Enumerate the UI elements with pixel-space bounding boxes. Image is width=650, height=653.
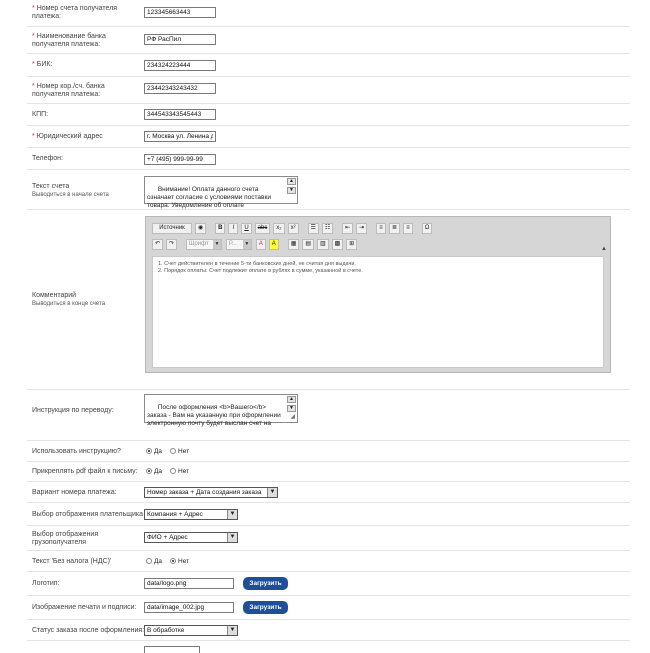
radio-icon[interactable] bbox=[170, 468, 176, 474]
flash-icon[interactable]: ▤ bbox=[302, 239, 314, 250]
row-kpp bbox=[27, 104, 630, 126]
invoice-text-textarea[interactable] bbox=[144, 176, 298, 209]
radio-yes[interactable]: Да bbox=[146, 558, 162, 566]
instruction-value: После оформления <b>Вашего</b> заказа - Вам на указанную при оформлении электронную почту будет выслан счет на bbox=[147, 404, 283, 427]
consignee-display-select[interactable]: ФИО + Адрес ▼ bbox=[144, 532, 238, 543]
label-stamp: Изображение печати и подписи: bbox=[32, 604, 137, 611]
order-status-select[interactable]: В обработке ▼ bbox=[144, 625, 238, 636]
outdent-icon[interactable]: ⇤ bbox=[342, 223, 353, 234]
radio-yes[interactable]: Да bbox=[146, 448, 162, 456]
row-no-vat bbox=[27, 551, 630, 572]
indent-icon[interactable]: ⇥ bbox=[356, 223, 367, 234]
size-combo[interactable]: Р... ▼ bbox=[226, 239, 252, 250]
row-phone bbox=[27, 148, 630, 170]
upload-logo-button[interactable]: Загрузить bbox=[243, 577, 288, 590]
row-consignee-display bbox=[27, 526, 630, 551]
radio-yes[interactable]: Да bbox=[146, 468, 162, 476]
address-input[interactable] bbox=[144, 131, 216, 142]
radio-no[interactable]: Нет bbox=[170, 448, 189, 456]
label-instruction: Инструкция по переводу: bbox=[32, 407, 114, 414]
label-corr: * Номер кор./сч. банка получателя платежа: bbox=[32, 83, 105, 98]
underline-icon[interactable]: U bbox=[241, 223, 251, 234]
chevron-down-icon: ▼ bbox=[244, 241, 250, 247]
label-address: * Юридический адрес bbox=[32, 133, 103, 140]
strike-icon[interactable]: abc bbox=[255, 223, 271, 234]
chevron-down-icon: ▼ bbox=[227, 510, 237, 519]
radio-no[interactable]: Нет bbox=[170, 468, 189, 476]
row-address bbox=[27, 126, 630, 148]
label-kpp: КПП: bbox=[32, 111, 49, 118]
scroll-down-icon[interactable]: ▼ bbox=[287, 187, 296, 194]
chevron-down-icon: ▼ bbox=[214, 241, 220, 247]
collapse-toolbar-icon[interactable]: ▲ bbox=[601, 246, 607, 252]
chevron-down-icon: ▼ bbox=[227, 533, 237, 542]
bulleted-list-icon[interactable]: ☷ bbox=[322, 223, 333, 234]
radio-icon[interactable] bbox=[146, 448, 152, 454]
invoice-text-value: Внимание! Оплата данного счета означает согласие с условиями поставки товара. Уведомление об оплате bbox=[147, 186, 273, 209]
upload-stamp-button[interactable]: Загрузить bbox=[243, 601, 288, 614]
label-payment-number: Вариант номера платежа: bbox=[32, 489, 117, 496]
row-stamp bbox=[27, 596, 630, 620]
superscript-icon[interactable]: x² bbox=[288, 223, 299, 234]
rich-text-editor bbox=[145, 216, 611, 373]
row-bank bbox=[27, 27, 630, 54]
label-bank: * Наименование банка получателя платежа: bbox=[32, 33, 106, 48]
scroll-down-icon[interactable]: ▼ bbox=[287, 405, 296, 412]
editor-toolbar-2 bbox=[152, 239, 358, 251]
align-center-icon[interactable]: ≣ bbox=[389, 223, 400, 234]
row-order-status bbox=[27, 620, 630, 641]
align-right-icon[interactable]: ≡ bbox=[403, 223, 413, 234]
label-phone: Телефон: bbox=[32, 155, 63, 162]
label-comment: Комментарий Выводиться в конце счета bbox=[32, 292, 106, 307]
row-account bbox=[27, 0, 630, 27]
payer-display-select[interactable]: Компания + Адрес ▼ bbox=[144, 509, 238, 520]
chevron-down-icon: ▼ bbox=[267, 488, 277, 497]
preview-icon[interactable]: ◉ bbox=[195, 223, 206, 234]
label-logo: Логотип: bbox=[32, 580, 60, 587]
label-invoice-text: Текст счета Выводиться в начале счета bbox=[32, 183, 109, 198]
maximize-icon[interactable]: ⊞ bbox=[346, 239, 357, 250]
source-button[interactable]: Источник bbox=[152, 223, 192, 234]
row-partial bbox=[27, 641, 630, 653]
bik-input[interactable] bbox=[144, 60, 216, 71]
editor-toolbar-1 bbox=[152, 223, 433, 235]
label-attach-pdf: Прикреплять pdf файл к письму: bbox=[32, 468, 138, 475]
radio-icon[interactable] bbox=[170, 448, 176, 454]
account-input[interactable] bbox=[144, 7, 216, 18]
editor-content-area[interactable] bbox=[152, 256, 604, 368]
textarea-scrollbar[interactable] bbox=[287, 178, 296, 202]
row-attach-pdf bbox=[27, 462, 630, 482]
subscript-icon[interactable]: x₂ bbox=[273, 223, 284, 234]
partial-select[interactable] bbox=[144, 646, 200, 653]
text-color-icon[interactable]: A bbox=[256, 239, 266, 250]
table-icon[interactable]: ▥ bbox=[317, 239, 329, 250]
bank-input[interactable] bbox=[144, 34, 216, 45]
label-use-instruction: Использовать инструкцию? bbox=[32, 448, 121, 455]
row-invoice-text bbox=[27, 170, 630, 210]
bold-icon[interactable]: B bbox=[215, 223, 225, 234]
radio-icon[interactable] bbox=[170, 558, 176, 564]
label-account: * Номер счета получателя платежа: bbox=[32, 5, 118, 20]
row-bik bbox=[27, 54, 630, 77]
sublabel-comment: Выводиться в конце счета bbox=[32, 301, 106, 307]
instruction-textarea[interactable] bbox=[144, 394, 298, 427]
editor-line: 2. Порядок оплаты: Счет подлежит оплате в рублях в сумме, указанной в счете. bbox=[158, 268, 363, 274]
align-left-icon[interactable]: ≡ bbox=[376, 223, 386, 234]
row-corr bbox=[27, 77, 630, 104]
image-icon[interactable]: ▦ bbox=[288, 239, 300, 250]
kpp-input[interactable] bbox=[144, 109, 216, 120]
label-no-vat: Текст 'Без налога (НДС)' bbox=[32, 558, 112, 565]
payment-number-select[interactable]: Номер заказа + Дата создания заказа ▼ bbox=[144, 487, 278, 498]
stamp-path-input[interactable] bbox=[144, 602, 234, 613]
undo-icon[interactable]: ↶ bbox=[152, 239, 163, 250]
editor-line: 1. Счет действителен в течение 5-ти банковских дней, не считая дня выдачи. bbox=[158, 261, 356, 267]
scroll-up-icon[interactable]: ▲ bbox=[287, 396, 296, 403]
label-payer-display: Выбор отображения плательщика bbox=[32, 511, 143, 518]
radio-no[interactable]: Нет bbox=[170, 558, 189, 566]
bg-color-icon[interactable]: A bbox=[269, 239, 279, 250]
sublabel-invoice-text: Выводиться в начале счета bbox=[32, 192, 109, 198]
special-char-icon[interactable]: Ω bbox=[422, 223, 433, 234]
label-bik: * БИК: bbox=[32, 61, 53, 68]
font-combo[interactable]: Шрифт ▼ bbox=[186, 239, 222, 250]
row-instruction bbox=[27, 390, 630, 441]
label-order-status: Статус заказа после оформления: bbox=[32, 627, 145, 634]
row-logo bbox=[27, 572, 630, 596]
row-payment-number bbox=[27, 482, 630, 503]
hr-icon[interactable]: ▩ bbox=[332, 239, 344, 250]
radio-icon[interactable] bbox=[146, 468, 152, 474]
row-use-instruction bbox=[27, 441, 630, 462]
scroll-up-icon[interactable]: ▲ bbox=[287, 178, 296, 185]
label-consignee-display: Выбор отображения грузополучателя bbox=[32, 531, 99, 546]
phone-input[interactable] bbox=[144, 154, 216, 165]
corr-input[interactable] bbox=[144, 83, 216, 94]
row-payer-display bbox=[27, 503, 630, 526]
radio-icon[interactable] bbox=[146, 558, 152, 564]
chevron-down-icon: ▼ bbox=[227, 626, 237, 635]
redo-icon[interactable]: ↷ bbox=[166, 239, 177, 250]
resize-grip-icon[interactable]: ◢ bbox=[290, 414, 295, 420]
numbered-list-icon[interactable]: ☰ bbox=[308, 223, 319, 234]
logo-path-input[interactable] bbox=[144, 578, 234, 589]
italic-icon[interactable]: I bbox=[228, 223, 238, 234]
